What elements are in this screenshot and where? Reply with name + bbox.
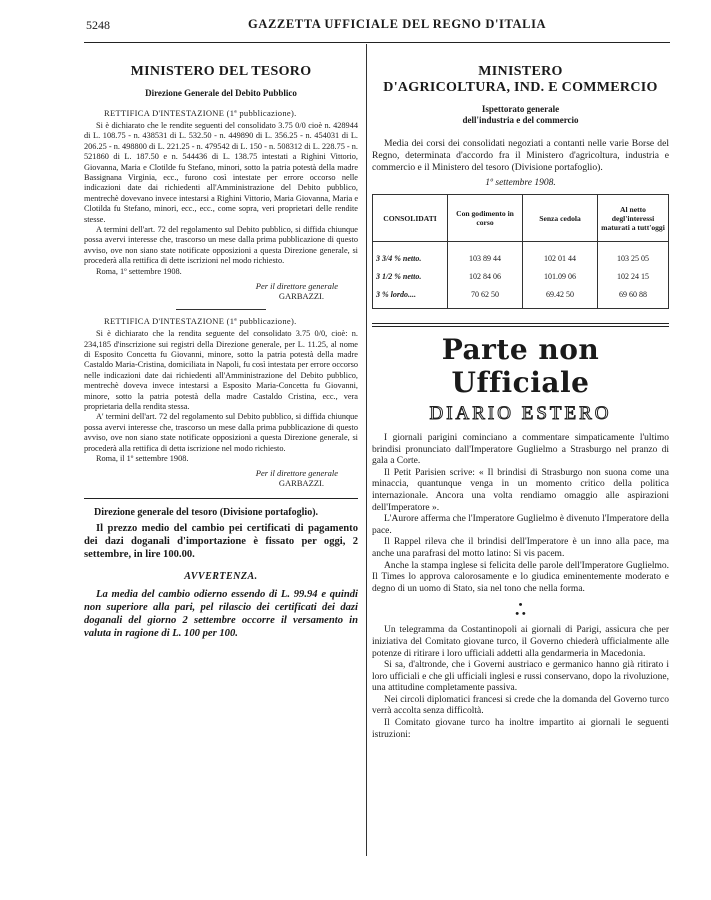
separator	[176, 309, 266, 310]
column-divider	[366, 44, 367, 856]
table-cell: 3 % lordo....	[373, 285, 448, 309]
notice-paragraph: Si è dichiarato che la rendita seguente del consolidato 3.75 0/0, cioè: n. 234,185 d'inscrizione sui registri della Direzione generale, per L. 11.25, al nome di Esposito Concetta fu Giovanni, minore, sotto la patria potestà della madre Castaldo Maria-Cristina, domiciliata in Napoli, fu così intestata per errore occorso nelle indicazioni date dai richiedenti all'Amministrazione del Debito pubblico, mentrechè doveva invece intestarsi a Esposito Maria-Concetta fu Giovanni, minore, sotto la patria potestà della madre Castaldo Cristina, ecc., vera proprietaria della rendita stessa.	[84, 329, 358, 411]
news-paragraph: Il Petit Parisien scrive: « Il brindisi di Strasburgo non suona come una minaccia, quantunque venga in un momento critico della politica internazionale. Ancora una volta rendiamo omaggio alle aspirazioni dell'Imperatore ».	[372, 467, 669, 513]
news-paragraph: Un telegramma da Costantinopoli ai giornali di Parigi, assicura che per iniziativa del Comitato giovane turco, il Governo chiederà ufficialmente alle potenze di ritirare i loro ufficiali addetti alla gendarmeria in Macedonia.	[372, 625, 669, 659]
diario-label: DIARIO ESTERO	[429, 403, 612, 424]
right-column	[372, 48, 669, 741]
table-row	[373, 267, 669, 285]
section-title: Parte non Ufficiale	[441, 333, 600, 399]
signature-name: GARBAZZI.	[278, 291, 324, 302]
separator-asterisks: • • •	[515, 599, 526, 621]
inspectorate-line: Ispettorato generale	[481, 104, 560, 114]
warning-title: AVVERTENZA.	[184, 571, 258, 583]
table-header: Al netto degl'interessi maturati a tutt'oggi	[598, 195, 669, 242]
notice-paragraph: A termini dell'art. 72 del regolamento sul Debito pubblico, si diffida chiunque possa avervi interesse che, trascorso un mese dalla prima pubblicazione di questo avviso, ove non siano state notificate opposizioni a questa Direzione generale, si procederà alla rettifica di dette iscrizioni nel modo richiesto.	[84, 225, 358, 266]
intro-paragraph: Media dei corsi dei consolidati negoziati a contanti nelle varie Borse del Regno, determinata d'accordo fra il Ministero d'agricoltura, industria e commercio e il Ministero del tesoro (Divisione portafoglio).	[372, 138, 669, 173]
notice-heading: RETTIFICA D'INTESTAZIONE (1ª pubblicazione).	[104, 108, 297, 118]
table-cell: 3 1/2 % netto.	[373, 267, 448, 285]
news-paragraph: Si sa, d'altronde, che i Governi austriaco e germanico hanno già ritirato i loro ufficiali e che gli ufficiali inglesi e russi conservano, dopo la rivoluzione, una attitudine completamente passiva.	[372, 660, 669, 694]
table-header-row	[373, 195, 669, 242]
signature-role: Per il direttore generale	[255, 468, 338, 479]
table-header: Senza cedola	[523, 195, 598, 242]
notice-date: Roma, 1º settembre 1908.	[96, 266, 182, 276]
table-cell: 103 25 05	[598, 242, 669, 268]
ministry-title: MINISTERO DEL TESORO	[130, 64, 312, 79]
ministry-line: D'AGRICOLTURA, IND. E COMMERCIO	[383, 80, 658, 95]
exchange-paragraph: Il prezzo medio del cambio pei certificati di pagamento dei dazi doganali d'importazione è fissato per oggi, 2 settembre, in lire 100.00.	[84, 523, 358, 561]
table-cell: 70 62 50	[448, 285, 523, 309]
table-cell: 102 01 44	[523, 242, 598, 268]
direction-title: Direzione Generale del Debito Pubblico	[145, 88, 297, 98]
warning-text: La media del cambio odierno essendo di L. 99.94 e quindi non superiore alla pari, pel rilascio dei certificati dei dazi doganali del giorno 2 settembre occorre il versamento in valuta in ragione di L. 100 per 100.	[84, 589, 358, 640]
table-row	[373, 242, 669, 268]
left-column	[84, 48, 358, 640]
table-date: 1º settembre 1908.	[485, 178, 556, 188]
inspectorate-line: dell'industria e del commercio	[462, 115, 579, 125]
notice-heading: RETTIFICA D'INTESTAZIONE (1ª pubblicazione).	[104, 316, 297, 327]
news-paragraph: L'Aurore afferma che l'Imperatore Guglielmo è divenuto l'Imperatore della pace.	[372, 514, 669, 536]
news-paragraph: Nei circoli diplomatici francesi si crede che la domanda del Governo turco verrà accolta senza difficoltà.	[372, 694, 669, 717]
table-cell: 103 89 44	[448, 242, 523, 268]
table-cell: 3 3/4 % netto.	[373, 242, 448, 268]
double-rule	[372, 323, 669, 327]
table-row	[373, 285, 669, 309]
table-header: Con godimento in corso	[448, 195, 523, 242]
table-header: CONSOLIDATI	[373, 195, 448, 242]
inspectorate-title	[372, 104, 669, 126]
ministry-line: MINISTERO	[478, 64, 563, 79]
signature-role: Per il direttore generale	[255, 281, 338, 292]
table-cell: 69 60 88	[598, 285, 669, 309]
page-header	[0, 0, 711, 46]
section-rule	[84, 498, 358, 499]
notice-date: Roma, il 1º settembre 1908.	[96, 453, 189, 463]
newspaper-title: GAZZETTA UFFICIALE DEL REGNO D'ITALIA	[248, 17, 547, 31]
signature-name: GARBAZZI.	[278, 478, 324, 489]
table-cell: 69.42 50	[523, 285, 598, 309]
header-rule	[84, 42, 670, 43]
news-paragraph: I giornali parigini cominciano a commentare simpaticamente l'ultimo brindisi pronunciato dall'Imperatore Guglielmo a Strasburgo nel pranzo di gala a Corte.	[372, 433, 669, 467]
table-cell: 102 24 15	[598, 267, 669, 285]
consolidati-table	[372, 194, 669, 309]
page-number: 5248	[86, 18, 110, 32]
news-paragraph: Anche la stampa inglese si felicita delle parole dell'Imperatore Guglielmo. Il Times lo approva calorosamente e lo giudica eminentemente moderato e degno di un uomo di Stato, sia nel tono che nella forma.	[372, 560, 669, 594]
table-cell: 101.09 06	[523, 267, 598, 285]
section-subtitle	[372, 403, 669, 425]
ministry-title	[372, 64, 669, 96]
notice-paragraph: Si è dichiarato che le rendite seguenti del consolidato 3.75 0/0 cioè n. 428944 di L. 108.75 - n. 438531 di L. 532.50 - n. 449890 di L. 356.25 - n. 454031 di L. 206.25 - n. 498800 di L. 221.25 - n. 479542 di L. 150 - n. 508312 di L. 228.75 - n. 521860 di L. 187.50 e n. 544436 di L. 138.75 intestati a Righini Vittorio, Giovanna, Maria e Clotilde fu Stefano, minori, sotto la patria potestà della madre Bassignana Virginia, ecc., furono così intestate per errore occorso nelle indicazioni date dai richiedenti all'Amministrazione del Debito pubblico, mentrechè dovevano invece intestarsi a Righini Vittorio, Maria Giovanna, Maria e Clotilda fu Stefano, minori, ecc., ecc., come sopra, veri proprietari delle rendite stesse.	[84, 121, 358, 224]
treasury-heading: Direzione generale del tesoro (Divisione portafoglio).	[94, 507, 319, 519]
table-cell: 102 84 06	[448, 267, 523, 285]
news-paragraph: Il Rappel rileva che il brindisi dell'Imperatore è un inno alla pace, ma anche una parafrasi del motto latino: Si vis pacem.	[372, 537, 669, 559]
news-paragraph: Il Comitato giovane turco ha inoltre impartito ai giornali le seguenti istruzioni:	[372, 718, 669, 740]
notice-paragraph: A' termini dell'art. 72 del regolamento sul Debito pubblico, si diffida chiunque possa avervi interesse che, trascorso un mese dalla prima pubblicazione di questo avviso, ove non siano state notificate opposizioni a questa Direzione generale, si procederà alla rettifica di detta iscrizione nel modo richiesto.	[84, 412, 358, 453]
